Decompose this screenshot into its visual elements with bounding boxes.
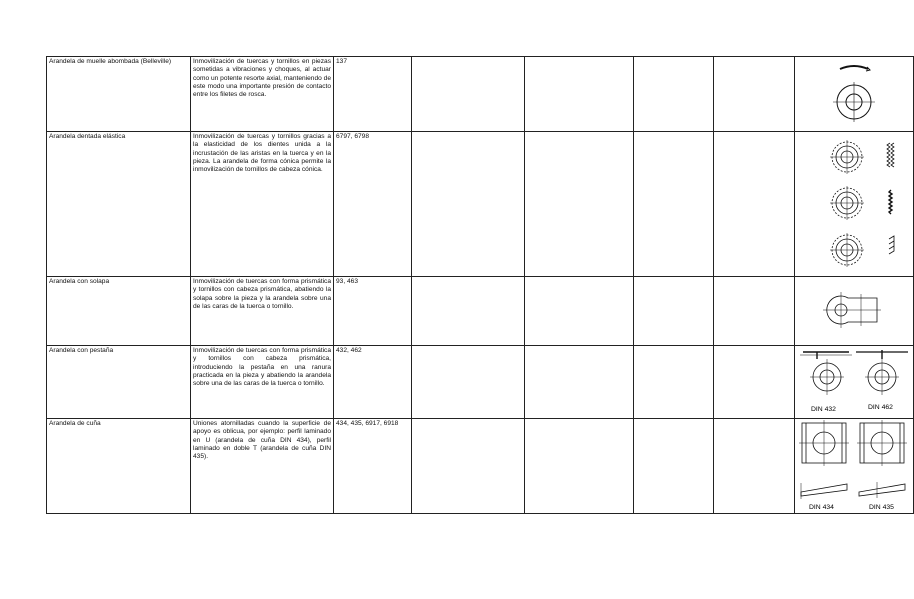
toothed-lock-washer-drawing xyxy=(797,133,911,275)
empty-cell xyxy=(714,132,795,277)
empty-cell xyxy=(634,346,714,419)
washer-din: 93, 463 xyxy=(334,277,412,346)
figure-cell xyxy=(795,346,914,419)
empty-cell xyxy=(634,277,714,346)
empty-cell xyxy=(412,132,525,277)
washer-use: Uniones atornilladas cuando la superficie de apoyo es oblicua, por ejemplo: perfil laminado en U (arandela de cuña DIN 434), perfil laminado en doble T (arandela de cuña DIN 435). xyxy=(191,419,334,514)
table-row xyxy=(47,419,914,514)
figure-cell xyxy=(795,57,914,132)
figure-label: DIN 434 xyxy=(809,504,834,511)
empty-cell xyxy=(714,277,795,346)
empty-cell xyxy=(412,419,525,514)
table-row xyxy=(47,346,914,419)
washer-use: Inmovilización de tuercas con forma prismática y tornillos con cabeza prismática, abatiendo la solapa sobre la pieza y la arandela sobre una de las caras de la tuerca o tornillo. xyxy=(191,277,334,346)
empty-cell xyxy=(714,346,795,419)
figure-cell xyxy=(795,277,914,346)
washer-din: 137 xyxy=(334,57,412,132)
empty-cell xyxy=(714,419,795,514)
figure-label: DIN 432 xyxy=(811,406,836,413)
table-row xyxy=(47,57,914,132)
empty-cell xyxy=(525,132,634,277)
empty-cell xyxy=(634,419,714,514)
table-row xyxy=(47,277,914,346)
washer-table xyxy=(46,56,914,514)
empty-cell xyxy=(634,132,714,277)
washer-name: Arandela de cuña xyxy=(47,419,191,514)
empty-cell xyxy=(525,419,634,514)
empty-cell xyxy=(714,57,795,132)
empty-cell xyxy=(412,57,525,132)
figure-label: DIN 435 xyxy=(869,504,894,511)
lug-washer-drawing xyxy=(797,347,911,417)
washer-name: Arandela dentada elástica xyxy=(47,132,191,277)
washer-name: Arandela con pestaña xyxy=(47,346,191,419)
figure-label: DIN 462 xyxy=(868,404,893,411)
washer-din: 434, 435, 6917, 6918 xyxy=(334,419,412,514)
empty-cell xyxy=(525,57,634,132)
washer-name: Arandela con solapa xyxy=(47,277,191,346)
washer-name: Arandela de muelle abombada (Belleville) xyxy=(47,57,191,132)
taper-washer-drawing xyxy=(797,420,911,512)
empty-cell xyxy=(525,346,634,419)
empty-cell xyxy=(412,277,525,346)
empty-cell xyxy=(525,277,634,346)
table-row xyxy=(47,132,914,277)
washer-use: Inmovilización de tuercas y tornillos en piezas sometidas a vibraciones y choques, al actuar como un potente resorte axial, manteniendo de este modo una importante presión de contacto entre los filetes de rosca. xyxy=(191,57,334,132)
belleville-washer-drawing xyxy=(797,58,911,130)
tab-washer-drawing xyxy=(797,278,911,344)
washer-use: Inmovilización de tuercas con forma prismática y tornillos con cabeza prismática, introduciendo la pestaña en una ranura practicada en la pieza y abatiendo la arandela sobre una de las caras de la tuerca o tornillo. xyxy=(191,346,334,419)
figure-cell xyxy=(795,419,914,514)
empty-cell xyxy=(634,57,714,132)
empty-cell xyxy=(412,346,525,419)
washer-use: Inmovilización de tuercas y tornillos gracias a la elasticidad de los dientes unida a la incrustación de las aristas en la tuerca y en la pieza. La arandela de forma cónica permite la inmovilización de tornillos de cabeza cónica. xyxy=(191,132,334,277)
washer-din: 432, 462 xyxy=(334,346,412,419)
washer-din: 6797, 6798 xyxy=(334,132,412,277)
figure-cell xyxy=(795,132,914,277)
